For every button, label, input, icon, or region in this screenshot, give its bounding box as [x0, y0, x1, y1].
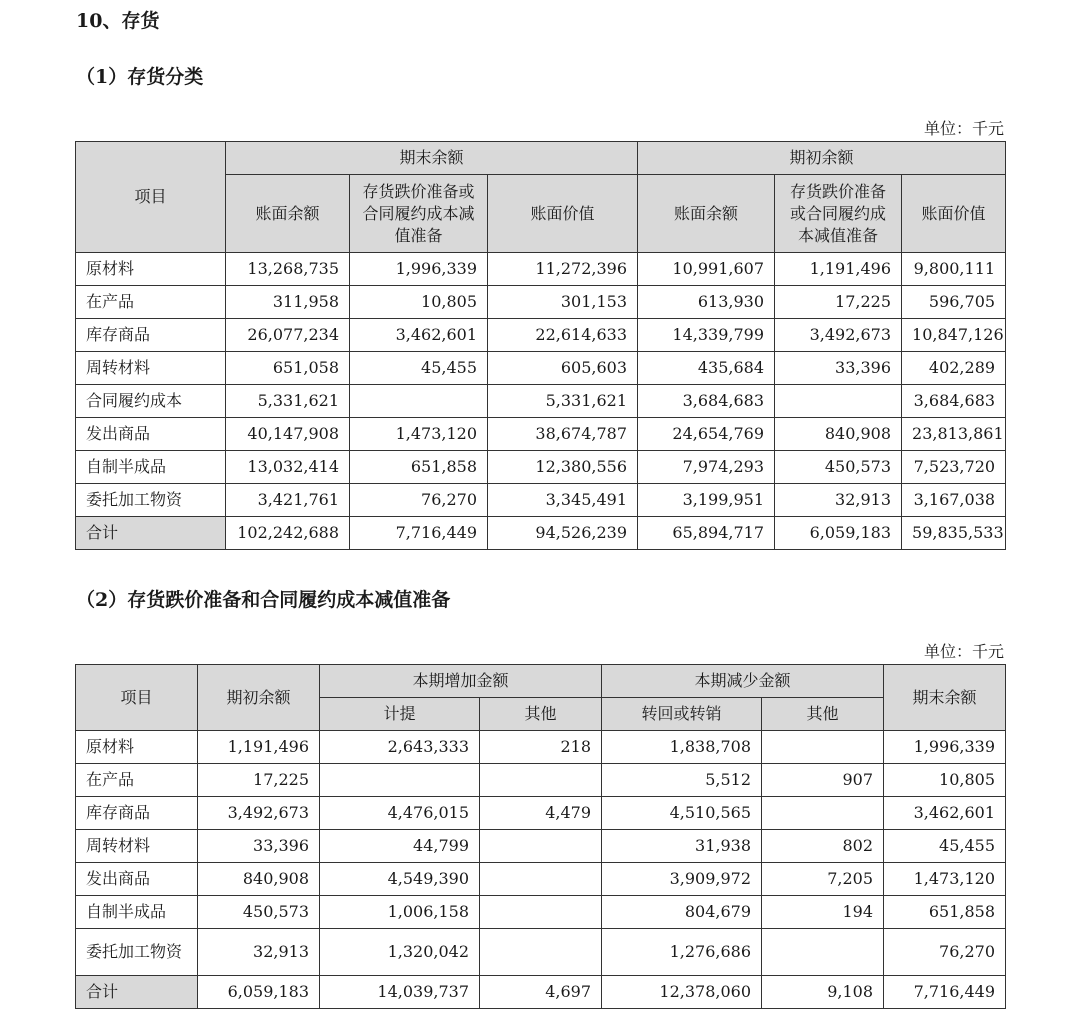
table-cell: 596,705 — [902, 286, 1006, 319]
table-cell — [762, 731, 884, 764]
table-cell — [480, 896, 602, 929]
header-group-begin-balance: 期初余额 — [638, 142, 1006, 175]
table-cell: 32,913 — [775, 484, 902, 517]
table-cell — [762, 797, 884, 830]
header-item: 项目 — [76, 142, 226, 253]
table-cell: 14,039,737 — [320, 976, 480, 1009]
table-cell — [320, 764, 480, 797]
table-cell: 5,512 — [602, 764, 762, 797]
table-cell — [480, 764, 602, 797]
table-cell: 10,847,126 — [902, 319, 1006, 352]
table-cell: 76,270 — [884, 929, 1006, 976]
table-cell: 3,345,491 — [488, 484, 638, 517]
table-cell: 7,716,449 — [884, 976, 1006, 1009]
table-cell: 4,479 — [480, 797, 602, 830]
header-end-balance-2: 期末余额 — [884, 665, 1006, 731]
table-cell: 45,455 — [884, 830, 1006, 863]
header-group-decrease: 本期减少金额 — [602, 665, 884, 698]
table-cell: 7,205 — [762, 863, 884, 896]
table-row — [76, 731, 1006, 764]
table-cell: 1,006,158 — [320, 896, 480, 929]
table-cell: 10,805 — [884, 764, 1006, 797]
table-row — [76, 929, 1006, 976]
row-label: 委托加工物资 — [76, 484, 226, 517]
header-reversal: 转回或转销 — [602, 698, 762, 731]
table-cell: 3,167,038 — [902, 484, 1006, 517]
table-cell: 9,108 — [762, 976, 884, 1009]
header-provision-begin: 存货跌价准备或合同履约成本减值准备 — [775, 175, 902, 253]
table-cell: 59,835,533 — [902, 517, 1006, 550]
row-label: 周转材料 — [76, 830, 198, 863]
row-label: 库存商品 — [76, 319, 226, 352]
table-cell: 3,492,673 — [198, 797, 320, 830]
table-cell: 1,838,708 — [602, 731, 762, 764]
table-cell: 6,059,183 — [775, 517, 902, 550]
table-cell: 301,153 — [488, 286, 638, 319]
table-cell: 7,974,293 — [638, 451, 775, 484]
table-row — [76, 451, 1006, 484]
table-cell: 23,813,861 — [902, 418, 1006, 451]
table-cell: 5,331,621 — [226, 385, 350, 418]
table-cell: 3,462,601 — [884, 797, 1006, 830]
table-cell: 804,679 — [602, 896, 762, 929]
table-cell: 840,908 — [198, 863, 320, 896]
table-row — [76, 484, 1006, 517]
table-cell: 102,242,688 — [226, 517, 350, 550]
header-book-balance-end: 账面余额 — [226, 175, 350, 253]
table-cell: 4,510,565 — [602, 797, 762, 830]
section-title: 10、存货 — [76, 10, 160, 32]
table-cell: 11,272,396 — [488, 253, 638, 286]
header-provision-end: 存货跌价准备或合同履约成本减值准备 — [350, 175, 488, 253]
table-cell: 651,858 — [884, 896, 1006, 929]
table-cell: 17,225 — [775, 286, 902, 319]
header-book-value-end: 账面价值 — [488, 175, 638, 253]
table-cell: 10,805 — [350, 286, 488, 319]
table-cell: 13,032,414 — [226, 451, 350, 484]
table2-body — [76, 731, 1006, 1009]
table-row — [76, 797, 1006, 830]
table-cell: 1,473,120 — [884, 863, 1006, 896]
table-cell: 44,799 — [320, 830, 480, 863]
table-cell: 32,913 — [198, 929, 320, 976]
table-cell: 450,573 — [198, 896, 320, 929]
row-label: 合计 — [76, 517, 226, 550]
header-book-value-begin: 账面价值 — [902, 175, 1006, 253]
row-label: 库存商品 — [76, 797, 198, 830]
table-cell: 907 — [762, 764, 884, 797]
header-group-end-balance: 期末余额 — [226, 142, 638, 175]
table-cell — [775, 385, 902, 418]
table-row — [76, 896, 1006, 929]
provision-movement-table — [75, 664, 1006, 1009]
table-cell: 76,270 — [350, 484, 488, 517]
header-accrual: 计提 — [320, 698, 480, 731]
table-row — [76, 253, 1006, 286]
table-cell: 24,654,769 — [638, 418, 775, 451]
table-cell: 3,462,601 — [350, 319, 488, 352]
row-label: 自制半成品 — [76, 451, 226, 484]
table-cell: 651,858 — [350, 451, 488, 484]
table-cell: 3,684,683 — [638, 385, 775, 418]
table-cell: 31,938 — [602, 830, 762, 863]
table-cell: 14,339,799 — [638, 319, 775, 352]
table-cell: 435,684 — [638, 352, 775, 385]
table-cell: 7,523,720 — [902, 451, 1006, 484]
table-row — [76, 517, 1006, 550]
table-cell: 6,059,183 — [198, 976, 320, 1009]
table-cell: 1,191,496 — [198, 731, 320, 764]
table-cell: 194 — [762, 896, 884, 929]
table-cell: 1,191,496 — [775, 253, 902, 286]
row-label: 原材料 — [76, 253, 226, 286]
table-row — [76, 418, 1006, 451]
table-cell: 402,289 — [902, 352, 1006, 385]
table-row — [76, 830, 1006, 863]
row-label: 周转材料 — [76, 352, 226, 385]
table-cell: 65,894,717 — [638, 517, 775, 550]
table-cell: 1,320,042 — [320, 929, 480, 976]
table-cell: 4,549,390 — [320, 863, 480, 896]
unit-label-1: 单位：千元 — [923, 119, 1004, 138]
table-cell: 5,331,621 — [488, 385, 638, 418]
table-cell: 9,800,111 — [902, 253, 1006, 286]
subsection-title-provision: （2）存货跌价准备和合同履约成本减值准备 — [76, 589, 451, 611]
table-cell: 3,684,683 — [902, 385, 1006, 418]
table-cell: 802 — [762, 830, 884, 863]
row-label: 发出商品 — [76, 863, 198, 896]
table-cell — [480, 830, 602, 863]
header-group-increase: 本期增加金额 — [320, 665, 602, 698]
table-cell: 311,958 — [226, 286, 350, 319]
table-cell: 651,058 — [226, 352, 350, 385]
table-cell: 13,268,735 — [226, 253, 350, 286]
table-cell: 4,476,015 — [320, 797, 480, 830]
table-row — [76, 286, 1006, 319]
header-begin-balance-2: 期初余额 — [198, 665, 320, 731]
row-label: 原材料 — [76, 731, 198, 764]
table-cell: 26,077,234 — [226, 319, 350, 352]
table-cell: 4,697 — [480, 976, 602, 1009]
table-cell — [480, 863, 602, 896]
table-cell: 38,674,787 — [488, 418, 638, 451]
table-cell: 10,991,607 — [638, 253, 775, 286]
table-cell: 1,996,339 — [884, 731, 1006, 764]
table-row — [76, 764, 1006, 797]
table-cell: 40,147,908 — [226, 418, 350, 451]
row-label: 合同履约成本 — [76, 385, 226, 418]
table-cell: 2,643,333 — [320, 731, 480, 764]
header-item-2: 项目 — [76, 665, 198, 731]
header-other-decrease: 其他 — [762, 698, 884, 731]
row-label: 委托加工物资 — [76, 929, 198, 976]
row-label: 在产品 — [76, 286, 226, 319]
row-label: 在产品 — [76, 764, 198, 797]
table-cell: 3,492,673 — [775, 319, 902, 352]
table-cell: 3,199,951 — [638, 484, 775, 517]
table-cell: 840,908 — [775, 418, 902, 451]
table-cell — [350, 385, 488, 418]
table-cell: 33,396 — [198, 830, 320, 863]
table-cell: 450,573 — [775, 451, 902, 484]
table-row — [76, 976, 1006, 1009]
table-cell: 17,225 — [198, 764, 320, 797]
table1-body — [76, 253, 1006, 550]
subsection-title-classification: （1）存货分类 — [76, 66, 204, 88]
header-other-increase: 其他 — [480, 698, 602, 731]
table-cell: 22,614,633 — [488, 319, 638, 352]
table-cell — [480, 929, 602, 976]
table-cell: 218 — [480, 731, 602, 764]
unit-label-2: 单位：千元 — [923, 642, 1004, 661]
table-row — [76, 863, 1006, 896]
row-label: 合计 — [76, 976, 198, 1009]
table-row — [76, 385, 1006, 418]
table-cell: 12,380,556 — [488, 451, 638, 484]
inventory-classification-table — [75, 141, 1006, 550]
header-book-balance-begin: 账面余额 — [638, 175, 775, 253]
row-label: 发出商品 — [76, 418, 226, 451]
table-cell: 12,378,060 — [602, 976, 762, 1009]
table-row — [76, 352, 1006, 385]
row-label: 自制半成品 — [76, 896, 198, 929]
table-cell — [762, 929, 884, 976]
table-cell: 3,421,761 — [226, 484, 350, 517]
table-cell: 94,526,239 — [488, 517, 638, 550]
table-cell: 7,716,449 — [350, 517, 488, 550]
table-cell: 1,996,339 — [350, 253, 488, 286]
table-cell: 33,396 — [775, 352, 902, 385]
table-row — [76, 319, 1006, 352]
table-cell: 3,909,972 — [602, 863, 762, 896]
table-cell: 1,473,120 — [350, 418, 488, 451]
table-cell: 1,276,686 — [602, 929, 762, 976]
table-cell: 605,603 — [488, 352, 638, 385]
table-cell: 613,930 — [638, 286, 775, 319]
table-cell: 45,455 — [350, 352, 488, 385]
